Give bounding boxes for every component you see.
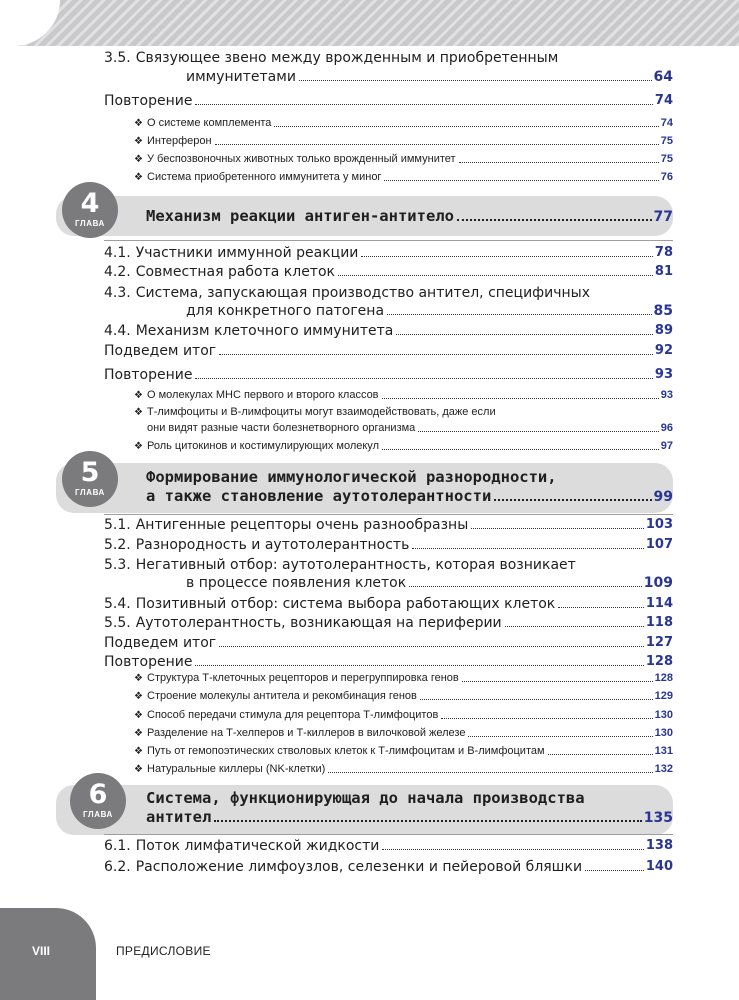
dot-leader <box>409 586 642 587</box>
dot-leader <box>195 665 643 666</box>
entry-number: 6.1. <box>104 838 131 854</box>
dot-leader <box>558 607 644 608</box>
toc-subentry[interactable] <box>134 672 673 685</box>
toc-subentry[interactable] <box>134 135 673 148</box>
toc-entry-5-1[interactable] <box>104 517 673 533</box>
entry-title: Расположение лимфоузлов, селезенки и пейеровой бляшки <box>135 859 583 875</box>
chapter-5-title-line1: Формирование иммунологической разнородности, <box>146 468 557 486</box>
page-number: 97 <box>660 440 673 452</box>
header-band <box>0 0 739 46</box>
entry-title: Повторение <box>104 654 193 670</box>
dot-leader <box>387 314 651 315</box>
dot-leader <box>214 820 641 822</box>
dot-leader <box>494 499 651 501</box>
dot-leader <box>328 772 652 773</box>
page-number: 92 <box>654 343 673 359</box>
entry-number: 5.5. <box>104 615 131 631</box>
page-number: 77 <box>653 209 673 225</box>
dot-leader <box>471 528 644 529</box>
page-number: 129 <box>654 690 673 702</box>
dot-leader <box>412 548 644 549</box>
dot-leader <box>299 80 652 81</box>
page-number: 76 <box>660 171 673 183</box>
toc-entry-5-3[interactable] <box>104 557 673 573</box>
toc-subentry-cont[interactable] <box>147 422 673 435</box>
page-number: 128 <box>654 672 673 684</box>
chapter-6-title-row[interactable] <box>146 808 673 826</box>
bullet-icon: ❖ <box>134 407 143 419</box>
entry-number: 4.2. <box>104 264 131 280</box>
entry-number: 4.3. <box>104 285 131 301</box>
page-number: 64 <box>653 69 673 85</box>
toc-subentry[interactable] <box>134 709 673 722</box>
entry-title: Совместная работа клеток <box>135 264 335 280</box>
dot-leader <box>382 849 643 850</box>
page-number: 131 <box>654 745 673 757</box>
chapter-label: ГЛАВА <box>83 810 113 819</box>
dot-leader <box>585 870 644 871</box>
dot-leader <box>195 378 652 379</box>
page-number: 93 <box>654 367 673 383</box>
subentry-title: О молекулах МНС первого и второго классов <box>147 389 379 401</box>
chapter-6-badge <box>70 773 126 829</box>
chapter-6-title-line1: Система, функционирующая до начала производства <box>146 789 585 807</box>
page-number: 138 <box>645 838 673 854</box>
dot-leader <box>462 681 653 682</box>
toc-entry-3-5[interactable] <box>104 50 673 66</box>
entry-title-cont: в процессе появления клеток <box>186 575 407 591</box>
dot-leader <box>219 354 653 355</box>
subentry-title: У беспозвоночных животных только врожденный иммунитет <box>147 153 456 165</box>
toc-entry-6-1[interactable] <box>104 838 673 854</box>
chapter-5-badge <box>62 451 118 507</box>
page-number: 74 <box>654 93 673 109</box>
subentry-title: Разделение на Т-хелперов и Т-киллеров в вилочковой железе <box>147 727 466 739</box>
dot-leader <box>384 180 658 181</box>
toc-entry-review[interactable] <box>104 654 673 670</box>
chapter-number: 4 <box>80 188 100 219</box>
toc-subentry[interactable] <box>134 171 673 184</box>
toc-subentry[interactable] <box>134 763 673 776</box>
page-number: 130 <box>654 727 673 739</box>
entry-title-cont: для конкретного патогена <box>186 303 385 319</box>
entry-title: Позитивный отбор: система выбора работающих клеток <box>135 596 556 612</box>
toc-entry-5-2[interactable] <box>104 537 673 553</box>
toc-entry-review[interactable] <box>104 367 673 383</box>
toc-subentry[interactable] <box>134 440 673 453</box>
dot-leader <box>548 754 653 755</box>
page-number: 99 <box>653 489 673 505</box>
toc-entry-review[interactable] <box>104 93 673 109</box>
dot-leader <box>457 219 652 221</box>
footer-section-title: ПРЕДИСЛОВИЕ <box>116 944 211 958</box>
page-number: 85 <box>653 303 673 319</box>
entry-number: 4.4. <box>104 323 131 339</box>
subentry-title: Система приобретенного иммунитета у миног <box>147 171 382 183</box>
page-number: 75 <box>660 135 673 147</box>
bullet-icon: ❖ <box>134 390 143 402</box>
bullet-icon: ❖ <box>134 673 143 685</box>
toc-subentry[interactable] <box>134 745 673 758</box>
chapter-4-title-row[interactable] <box>146 207 673 225</box>
entry-title: Подведем итог <box>104 343 217 359</box>
entry-title: Связующее звено между врожденным и приобретенным <box>135 50 559 66</box>
dot-leader <box>459 162 659 163</box>
page-number: 96 <box>660 422 673 434</box>
entry-title: Негативный отбор: аутотолерантность, которая возникает <box>135 557 576 573</box>
entry-number: 5.3. <box>104 557 131 573</box>
toc-subentry[interactable] <box>134 153 673 166</box>
entry-number: 5.2. <box>104 537 131 553</box>
toc-entry-5-3-cont[interactable] <box>186 575 673 591</box>
dot-leader <box>215 144 659 145</box>
entry-number: 3.5. <box>104 50 131 66</box>
footer-page-number: VIII <box>32 944 51 958</box>
toc-subentry[interactable] <box>134 406 673 419</box>
entry-number: 5.4. <box>104 596 131 612</box>
subentry-title: Интерферон <box>147 135 212 147</box>
bullet-icon: ❖ <box>134 136 143 148</box>
chapter-title: антител <box>146 808 212 826</box>
dot-leader <box>396 334 653 335</box>
page-number: 75 <box>660 153 673 165</box>
toc-subentry[interactable] <box>134 727 673 740</box>
entry-title: Подведем итог <box>104 635 217 651</box>
toc-entry-4-3-cont[interactable] <box>186 303 673 319</box>
chapter-title: Механизм реакции антиген-антитело <box>146 207 454 225</box>
entry-number: 4.1. <box>104 245 131 261</box>
bullet-icon: ❖ <box>134 172 143 184</box>
entry-title: Разнородность и аутотолерантность <box>135 537 410 553</box>
toc-entry-summary[interactable] <box>104 635 673 651</box>
entry-number: 5.1. <box>104 517 131 533</box>
page-number: 109 <box>643 575 673 591</box>
subentry-title-cont: они видят разные части болезнетворного организма <box>147 422 416 434</box>
chapter-number: 5 <box>80 457 100 488</box>
toc-entry-5-4[interactable] <box>104 596 673 612</box>
page-number: 81 <box>654 264 673 280</box>
entry-title: Участники иммунной реакции <box>135 245 359 261</box>
dot-leader <box>418 431 658 432</box>
bullet-icon: ❖ <box>134 746 143 758</box>
divider <box>104 514 673 515</box>
dot-leader <box>441 718 652 719</box>
subentry-title: Строение молекулы антитела и рекомбинация генов <box>147 690 417 702</box>
bullet-icon: ❖ <box>134 764 143 776</box>
entry-title: Повторение <box>104 93 193 109</box>
dot-leader <box>468 736 652 737</box>
toc-entry-5-5[interactable] <box>104 615 673 631</box>
toc-entry-4-1[interactable] <box>104 245 673 261</box>
toc-subentry[interactable] <box>134 117 673 130</box>
dot-leader <box>420 699 653 700</box>
dot-leader <box>219 646 644 647</box>
entry-title: Повторение <box>104 367 193 383</box>
chapter-5-title-row[interactable] <box>146 487 673 505</box>
page-number: 114 <box>645 596 673 612</box>
subentry-title: Роль цитокинов и костимулирующих молекул <box>147 440 379 452</box>
chapter-title: а также становление аутотолерантности <box>146 487 492 505</box>
page-number: 128 <box>645 654 673 670</box>
dot-leader <box>274 126 658 127</box>
chapter-number: 6 <box>88 779 108 810</box>
dot-leader <box>338 275 653 276</box>
page-number: 135 <box>643 810 673 826</box>
subentry-title: Т-лимфоциты и В-лимфоциты могут взаимодействовать, даже если <box>147 406 496 418</box>
page-number: 89 <box>654 323 673 339</box>
page-number: 103 <box>645 517 673 533</box>
divider <box>104 240 673 241</box>
toc-subentry[interactable] <box>134 690 673 703</box>
page-number: 118 <box>645 615 673 631</box>
toc-entry-4-2[interactable] <box>104 264 673 280</box>
entry-title: Аутотолерантность, возникающая на периферии <box>135 615 502 631</box>
subentry-title: О системе комплемента <box>147 117 272 129</box>
entry-title: Поток лимфатической жидкости <box>135 838 380 854</box>
subentry-title: Путь от гемопоэтических стволовых клеток к Т-лимфоцитам и В-лимфоцитам <box>147 745 545 757</box>
page-number: 78 <box>654 245 673 261</box>
toc-entry-4-4[interactable] <box>104 323 673 339</box>
toc-entry-4-3[interactable] <box>104 285 673 301</box>
subentry-title: Структура Т-клеточных рецепторов и перегруппировка генов <box>147 672 459 684</box>
page-number: 93 <box>660 389 673 401</box>
dot-leader <box>361 256 653 257</box>
bullet-icon: ❖ <box>134 118 143 130</box>
page-number: 74 <box>660 117 673 129</box>
bullet-icon: ❖ <box>134 154 143 166</box>
bullet-icon: ❖ <box>134 441 143 453</box>
bullet-icon: ❖ <box>134 710 143 722</box>
chapter-label: ГЛАВА <box>75 219 105 228</box>
entry-title: Антигенные рецепторы очень разнообразны <box>135 517 469 533</box>
dot-leader <box>382 398 659 399</box>
toc-subentry[interactable] <box>134 389 673 402</box>
entry-number: 6.2. <box>104 859 131 875</box>
subentry-title: Натуральные киллеры (NK-клетки) <box>147 763 326 775</box>
entry-title: Механизм клеточного иммунитета <box>135 323 394 339</box>
toc-entry-3-5-cont[interactable] <box>186 69 673 85</box>
page-number: 140 <box>645 859 673 875</box>
dot-leader <box>382 449 659 450</box>
page-number: 127 <box>645 635 673 651</box>
bullet-icon: ❖ <box>134 691 143 703</box>
divider <box>104 834 673 835</box>
toc-entry-summary[interactable] <box>104 343 673 359</box>
page-number: 130 <box>654 709 673 721</box>
chapter-4-badge <box>62 182 118 238</box>
dot-leader <box>505 626 644 627</box>
entry-title: Система, запускающая производство антител, специфичных <box>135 285 591 301</box>
page-number: 132 <box>654 763 673 775</box>
subentry-title: Способ передачи стимула для рецептора Т-лимфоцитов <box>147 709 439 721</box>
entry-title-cont: иммунитетами <box>186 69 296 85</box>
toc-entry-6-2[interactable] <box>104 859 673 875</box>
chapter-label: ГЛАВА <box>75 488 105 497</box>
dot-leader <box>195 104 652 105</box>
page-number: 107 <box>645 537 673 553</box>
bullet-icon: ❖ <box>134 728 143 740</box>
